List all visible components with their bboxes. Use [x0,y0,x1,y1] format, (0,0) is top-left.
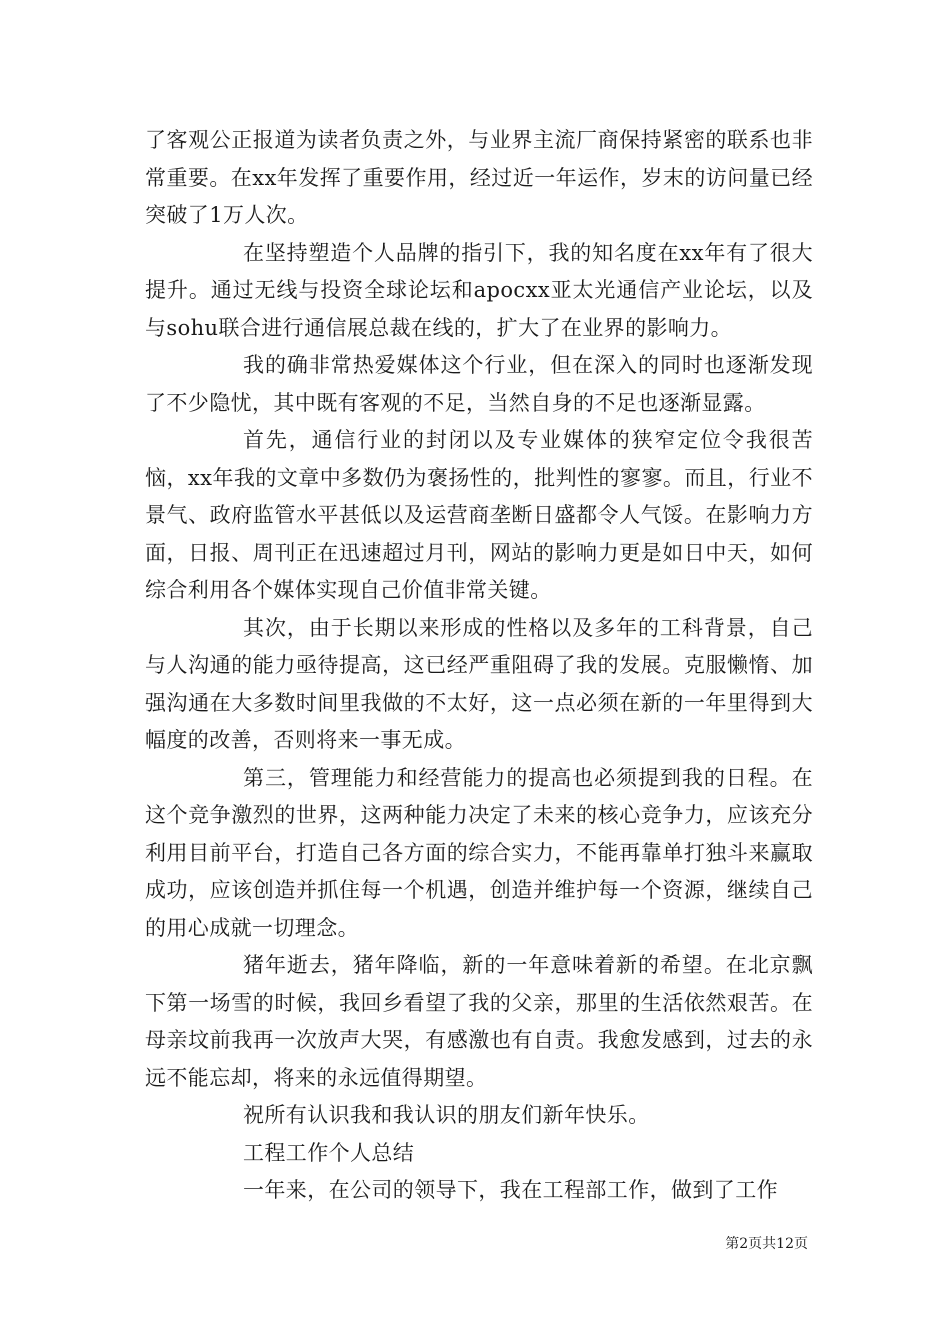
paragraph-6: 第三，管理能力和经营能力的提高也必须提到我的日程。在这个竞争激烈的世界，这两种能力决定了未来的核心竞争力，应该充分利用目前平台，打造自己各方面的综合实力，不能再靠单打独斗来赢取成功，应该创造并抓住每一个机遇，创造并维护每一个资源，继续自己的用心成就一切理念。 [145,765,813,940]
paragraph-8: 祝所有认识我和我认识的朋友们新年快乐。 [243,1103,650,1127]
paragraph-1: 了客观公正报道为读者负责之外，与业界主流厂商保持紧密的联系也非常重要。在xx年发挥了重要作用，经过近一年运作，岁末的访问量已经突破了1万人次。 [145,128,813,227]
paragraph-9: 一年来，在公司的领导下，我在工程部工作，做到了工作 [243,1178,778,1202]
paragraph-2: 在坚持塑造个人品牌的指引下，我的知名度在xx年有了很大提升。通过无线与投资全球论坛和apocxx亚太光通信产业论坛，以及与sohu联合进行通信展总裁在线的，扩大了在业界的影响力。 [145,240,813,340]
document-body [145,122,813,1210]
paragraph-3: 我的确非常热爱媒体这个行业，但在深入的同时也逐渐发现了不少隐忧，其中既有客观的不足，当然自身的不足也逐渐显露。 [145,353,813,415]
paragraph-5: 其次，由于长期以来形成的性格以及多年的工科背景，自己与人沟通的能力亟待提高，这已经严重阻碍了我的发展。克服懒惰、加强沟通在大多数时间里我做的不太好，这一点必须在新的一年里得到大幅度的改善，否则将来一事无成。 [145,615,813,752]
section-heading: 工程工作个人总结 [243,1140,415,1165]
paragraph-4: 首先，通信行业的封闭以及专业媒体的狭窄定位令我很苦恼，xx年我的文章中多数仍为褒扬性的，批判性的寥寥。而且，行业不景气、政府监管水平甚低以及运营商垄断日盛都令人气馁。在影响力方面，日报、周刊正在迅速超过月刊，网站的影响力更是如日中天，如何综合利用各个媒体实现自己价值非常关键。 [145,428,813,602]
page-number-footer: 第2页共12页 [725,1236,808,1252]
paragraph-7: 猪年逝去，猪年降临，新的一年意味着新的希望。在北京飘下第一场雪的时候，我回乡看望了我的父亲，那里的生活依然艰苦。在母亲坟前我再一次放声大哭，有感激也有自责。我愈发感到，过去的永远不能忘却，将来的永远值得期望。 [145,953,813,1090]
